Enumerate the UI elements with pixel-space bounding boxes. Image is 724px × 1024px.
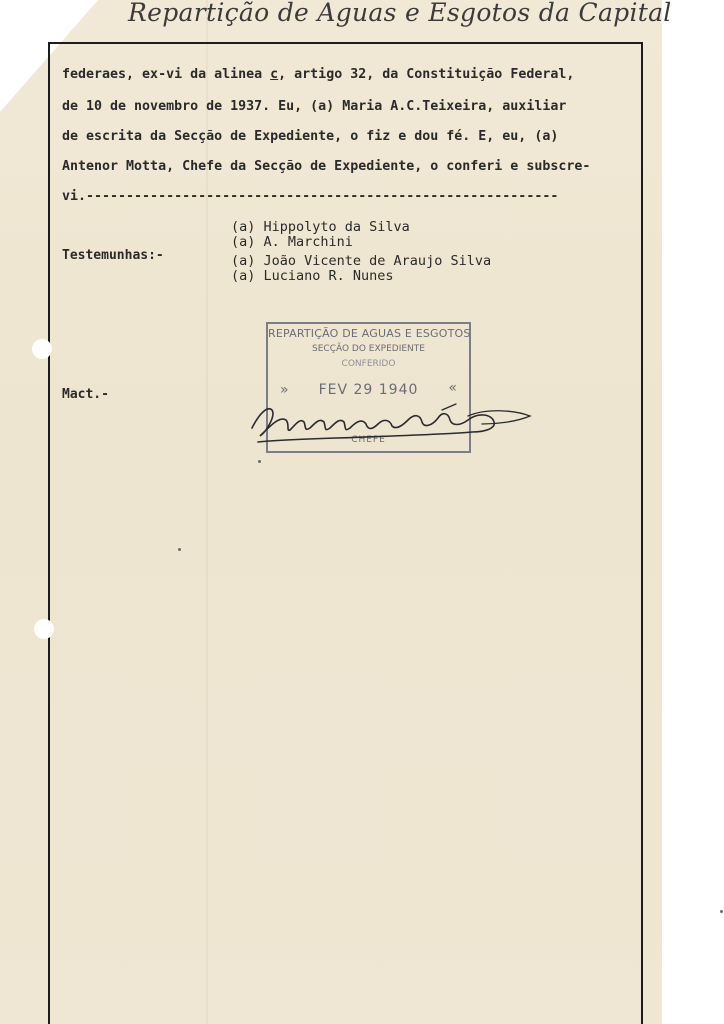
frame-left-border bbox=[48, 42, 50, 1024]
ink-speck bbox=[258, 460, 261, 463]
punch-hole-lower bbox=[34, 619, 54, 639]
body-line-1 bbox=[62, 67, 574, 82]
punch-hole-upper bbox=[32, 339, 52, 359]
stamp-checked-label: CONFERIDO bbox=[341, 359, 396, 369]
stamp-office-name: REPARTIÇÃO DE AGUAS E ESGOTOS bbox=[268, 327, 471, 340]
body-line-1-start: federaes, ex-vi da alinea bbox=[62, 67, 271, 82]
witness-name-2: (a) A. Marchini bbox=[231, 234, 353, 250]
paper-fold-crease bbox=[206, 0, 208, 1024]
body-line-1-underlined: c bbox=[270, 67, 279, 82]
stamp-arrow-right-icon: « bbox=[448, 380, 457, 396]
handwritten-signature bbox=[246, 398, 536, 448]
body-line-2: de 10 de novembro de 1937. Eu, (a) Maria A.C.Teixeira, auxiliar bbox=[62, 99, 567, 114]
witness-name-4: (a) Luciano R. Nunes bbox=[231, 268, 394, 284]
stamp-section-name: SECÇÃO DO EXPEDIENTE bbox=[312, 344, 425, 354]
frame-top-border bbox=[48, 42, 643, 44]
body-line-5: vi.----------------------------------------------------------- bbox=[62, 189, 559, 204]
witness-name-1: (a) Hippolyto da Silva bbox=[231, 219, 410, 235]
witnesses-label: Testemunhas:- bbox=[62, 248, 164, 263]
letterhead-title: Repartição de Aguas e Esgotos da Capital bbox=[128, 0, 672, 27]
frame-right-border bbox=[641, 42, 643, 1024]
ink-speck bbox=[178, 548, 181, 551]
body-line-4: Antenor Motta, Chefe da Secção de Expediente, o conferi e subscre- bbox=[62, 159, 591, 174]
mact-label: Mact.- bbox=[62, 387, 109, 402]
body-line-3: de escrita da Secção de Expediente, o fiz e dou fé. E, eu, (a) bbox=[62, 129, 559, 144]
body-line-1-end: , artigo 32, da Constituição Federal, bbox=[278, 67, 575, 82]
stamp-date: FEV 29 1940 bbox=[318, 382, 419, 398]
stamp-arrow-left-icon: » bbox=[280, 382, 289, 398]
ink-speck bbox=[720, 910, 723, 913]
witness-name-3: (a) João Vicente de Araujo Silva bbox=[231, 253, 492, 269]
stamp-chief-label: CHEFE bbox=[351, 435, 386, 445]
